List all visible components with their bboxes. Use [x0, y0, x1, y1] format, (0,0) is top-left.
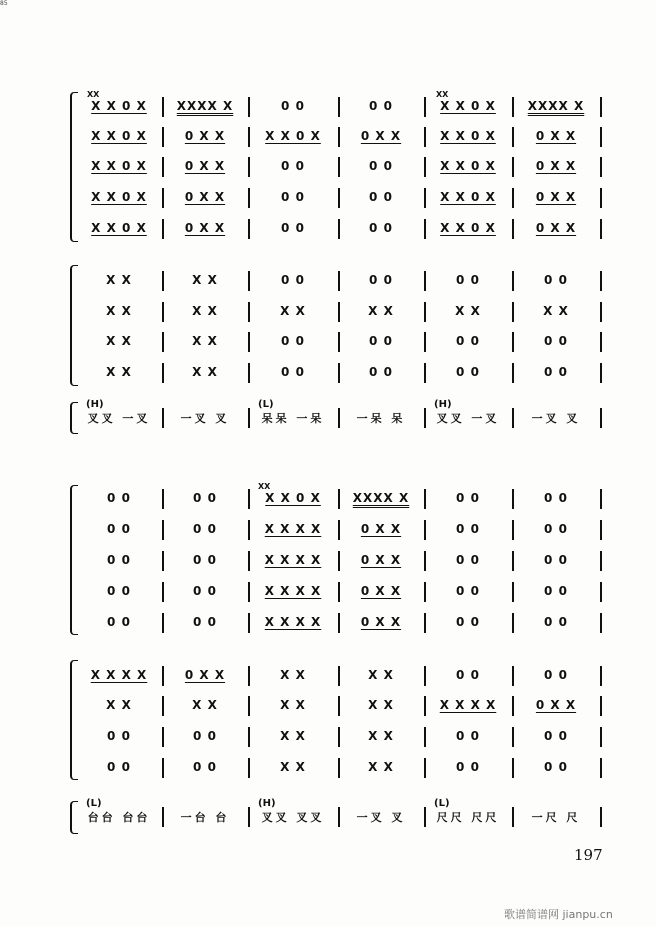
barline [512, 332, 514, 352]
measure-cell: 0 0 [281, 190, 305, 204]
barline [424, 302, 426, 322]
barline [162, 157, 164, 177]
percussion-cell: 0 0 [544, 334, 568, 348]
measure-cell: X X X X [264, 584, 322, 598]
barline [600, 157, 602, 177]
gong-cell: 尺尺 尺尺 [436, 811, 500, 824]
barline [162, 302, 164, 322]
barline [338, 332, 340, 352]
measure-cell: X X 0 X [265, 129, 321, 143]
measure-cell: 0 X X [360, 553, 402, 567]
barline [248, 363, 250, 383]
gong-cell: 呆呆 一呆 [261, 412, 325, 425]
measure-cell: 0 0 [369, 159, 393, 173]
percussion-cell: X X [368, 668, 394, 682]
barline [338, 302, 340, 322]
barline [248, 302, 250, 322]
gong-cell: 叉叉 叉叉 [261, 811, 325, 824]
gong-line-brace [70, 801, 78, 834]
barline [424, 363, 426, 383]
barline [600, 219, 602, 239]
barline [338, 727, 340, 747]
percussion-cell: 0 0 [456, 668, 480, 682]
barline [424, 271, 426, 291]
barline [600, 332, 602, 352]
barline [338, 219, 340, 239]
barline [162, 489, 164, 509]
gong-cell: 一台 台 [180, 811, 230, 824]
barline [600, 188, 602, 208]
barline [600, 408, 602, 428]
barline [338, 157, 340, 177]
measure-cell: XXXX X [352, 491, 410, 505]
barline [512, 727, 514, 747]
measure-cell: X X 0 X [440, 221, 496, 235]
tremolo-mark: XX [258, 482, 271, 491]
barline [600, 302, 602, 322]
dynamic-marking: (L) [258, 399, 274, 410]
barline [600, 489, 602, 509]
measure-cell: 0 X X [360, 522, 402, 536]
measure-cell: 0 0 [544, 522, 568, 536]
measure-cell: 0 0 [193, 615, 217, 629]
measure-cell: 0 X X [535, 221, 577, 235]
barline [162, 727, 164, 747]
percussion-cell: X X [368, 698, 394, 712]
barline [512, 582, 514, 602]
percussion-cell: 0 0 [281, 273, 305, 287]
barline [424, 97, 426, 117]
measure-cell: 0 X X [184, 159, 226, 173]
barline [512, 219, 514, 239]
barline [512, 157, 514, 177]
barline [600, 696, 602, 716]
percussion-cell: X X [106, 304, 132, 318]
barline [338, 807, 340, 827]
tremolo-mark: XX [87, 90, 100, 99]
barline [512, 551, 514, 571]
barline [338, 520, 340, 540]
percussion-cell: X X [106, 698, 132, 712]
dynamic-marking: (L) [434, 798, 450, 809]
percussion-cell: X X [368, 729, 394, 743]
barline [338, 696, 340, 716]
percussion-cell: 0 0 [456, 365, 480, 379]
barline [512, 696, 514, 716]
measure-cell: 0 X X [535, 190, 577, 204]
measure-cell: X X 0 X [440, 190, 496, 204]
watermark: 歌谱简谱网 jianpu.cn [504, 908, 613, 921]
measure-cell: X X 0 X [91, 190, 147, 204]
page-number: 197 [574, 846, 603, 864]
barline [162, 666, 164, 686]
measure-cell: 0 0 [281, 99, 305, 113]
measure-cell: 0 0 [107, 491, 131, 505]
percussion-cell: 0 0 [544, 760, 568, 774]
measure-cell: 0 0 [107, 553, 131, 567]
measure-cell: XXXX X [176, 99, 234, 113]
barline [248, 127, 250, 147]
barline [338, 489, 340, 509]
barline [248, 157, 250, 177]
measure-cell: 0 0 [456, 491, 480, 505]
barline [600, 727, 602, 747]
measure-cell: X X X X [264, 522, 322, 536]
measure-cell: X X 0 X [91, 159, 147, 173]
gong-cell: 叉叉 一叉 [87, 412, 151, 425]
measure-cell: 0 0 [544, 615, 568, 629]
barline [600, 363, 602, 383]
barline [248, 758, 250, 778]
measure-cell: X X 0 X [440, 129, 496, 143]
measure-cell: 0 0 [456, 522, 480, 536]
measure-cell: 0 0 [456, 615, 480, 629]
percussion-cell: X X [368, 760, 394, 774]
barline [424, 157, 426, 177]
barline [162, 408, 164, 428]
barline [424, 582, 426, 602]
barline [162, 127, 164, 147]
measure-cell: 0 0 [281, 159, 305, 173]
percussion-cell: X X [192, 304, 218, 318]
barline [600, 666, 602, 686]
measure-cell: 0 0 [369, 99, 393, 113]
barline [424, 613, 426, 633]
percussion-cell: X X [280, 304, 306, 318]
barline [338, 363, 340, 383]
percussion-cell: X X [368, 304, 394, 318]
measure-cell: XXXX X [527, 99, 585, 113]
barline [600, 613, 602, 633]
barline [248, 666, 250, 686]
barline [424, 489, 426, 509]
measure-cell: X X 0 X [91, 129, 147, 143]
percussion-cell: X X [192, 698, 218, 712]
percussion-cell: 0 0 [456, 273, 480, 287]
measure-cell: 0 0 [107, 615, 131, 629]
barline [424, 332, 426, 352]
measure-cell: 0 0 [369, 190, 393, 204]
barline [248, 807, 250, 827]
staff-group-brace [70, 92, 78, 242]
barline [248, 97, 250, 117]
percussion-cell: 0 0 [193, 729, 217, 743]
barline [512, 97, 514, 117]
percussion-cell: 0 0 [107, 760, 131, 774]
percussion-cell: 0 0 [369, 365, 393, 379]
barline [512, 666, 514, 686]
barline [162, 188, 164, 208]
barline [338, 666, 340, 686]
barline [338, 408, 340, 428]
barline [338, 188, 340, 208]
corner-mark: 85 [0, 0, 8, 7]
percussion-cell: X X [192, 273, 218, 287]
percussion-cell: X X X X [90, 668, 148, 682]
staff-group-brace [70, 485, 78, 635]
measure-cell: X X X X [264, 553, 322, 567]
gong-line-brace [70, 402, 78, 434]
barline [162, 271, 164, 291]
percussion-cell: 0 0 [544, 729, 568, 743]
barline [424, 188, 426, 208]
barline [338, 127, 340, 147]
barline [512, 489, 514, 509]
measure-cell: 0 X X [360, 129, 402, 143]
percussion-cell: 0 X X [184, 668, 226, 682]
barline [600, 127, 602, 147]
percussion-cell: 0 0 [193, 760, 217, 774]
barline [338, 613, 340, 633]
barline [424, 551, 426, 571]
measure-cell: X X 0 X [91, 99, 147, 113]
measure-cell: 0 0 [456, 553, 480, 567]
barline [600, 551, 602, 571]
barline [338, 551, 340, 571]
gong-cell: 一呆 呆 [356, 412, 406, 425]
percussion-cell: X X [280, 729, 306, 743]
barline [600, 758, 602, 778]
percussion-group-brace [70, 265, 78, 386]
barline [248, 613, 250, 633]
barline [600, 520, 602, 540]
barline [248, 551, 250, 571]
barline [162, 551, 164, 571]
barline [424, 758, 426, 778]
barline [424, 127, 426, 147]
barline [248, 408, 250, 428]
measure-cell: 0 0 [193, 553, 217, 567]
barline [248, 727, 250, 747]
percussion-cell: 0 0 [456, 760, 480, 774]
barline [248, 520, 250, 540]
barline [162, 520, 164, 540]
barline [424, 807, 426, 827]
barline [338, 582, 340, 602]
tremolo-mark: XX [436, 90, 449, 99]
gong-cell: 一尺 尺 [531, 811, 581, 824]
barline [162, 363, 164, 383]
percussion-cell: X X [280, 668, 306, 682]
measure-cell: 0 X X [360, 615, 402, 629]
percussion-cell: 0 0 [281, 334, 305, 348]
measure-cell: 0 0 [456, 584, 480, 598]
measure-cell: X X 0 X [91, 221, 147, 235]
barline [512, 271, 514, 291]
percussion-cell: 0 0 [369, 273, 393, 287]
barline [600, 582, 602, 602]
measure-cell: 0 0 [281, 221, 305, 235]
measure-cell: 0 X X [184, 221, 226, 235]
percussion-cell: 0 0 [369, 334, 393, 348]
measure-cell: 0 0 [193, 491, 217, 505]
measure-cell: 0 0 [193, 522, 217, 536]
percussion-cell: X X [106, 273, 132, 287]
measure-cell: X X X X [264, 615, 322, 629]
barline [162, 613, 164, 633]
barline [162, 332, 164, 352]
measure-cell: X X 0 X [440, 159, 496, 173]
gong-cell: 台台 台台 [87, 811, 151, 824]
barline [600, 271, 602, 291]
barline [248, 188, 250, 208]
percussion-cell: X X [280, 760, 306, 774]
barline [162, 696, 164, 716]
percussion-cell: X X [192, 334, 218, 348]
barline [512, 302, 514, 322]
measure-cell: 0 0 [544, 553, 568, 567]
measure-cell: 0 X X [535, 129, 577, 143]
gong-cell: 一叉 叉 [531, 412, 581, 425]
measure-cell: 0 0 [544, 491, 568, 505]
percussion-cell: 0 0 [544, 273, 568, 287]
barline [512, 807, 514, 827]
barline [512, 408, 514, 428]
percussion-cell: 0 0 [456, 334, 480, 348]
measure-cell: 0 X X [535, 159, 577, 173]
barline [162, 97, 164, 117]
percussion-group-brace [70, 660, 78, 780]
barline [162, 219, 164, 239]
barline [424, 408, 426, 428]
measure-cell: X X 0 X [440, 99, 496, 113]
barline [338, 271, 340, 291]
barline [162, 758, 164, 778]
barline [248, 489, 250, 509]
barline [424, 727, 426, 747]
measure-cell: 0 0 [193, 584, 217, 598]
barline [248, 332, 250, 352]
barline [248, 696, 250, 716]
barline [600, 97, 602, 117]
barline [162, 807, 164, 827]
barline [512, 363, 514, 383]
gong-cell: 一叉 叉 [356, 811, 406, 824]
barline [248, 271, 250, 291]
percussion-cell: X X [106, 365, 132, 379]
measure-cell: 0 X X [184, 190, 226, 204]
barline [248, 219, 250, 239]
gong-cell: 叉叉 一叉 [436, 412, 500, 425]
dynamic-marking: (H) [434, 399, 452, 410]
gong-cell: 一叉 叉 [180, 412, 230, 425]
barline [162, 582, 164, 602]
percussion-cell: 0 0 [544, 668, 568, 682]
dynamic-marking: (H) [86, 399, 104, 410]
barline [512, 188, 514, 208]
percussion-cell: X X [106, 334, 132, 348]
barline [512, 613, 514, 633]
measure-cell: 0 X X [360, 584, 402, 598]
barline [512, 127, 514, 147]
barline [424, 666, 426, 686]
percussion-cell: 0 0 [456, 729, 480, 743]
barline [424, 520, 426, 540]
measure-cell: 0 0 [107, 584, 131, 598]
barline [338, 97, 340, 117]
barline [424, 219, 426, 239]
percussion-cell: X X [455, 304, 481, 318]
dynamic-marking: (L) [86, 798, 102, 809]
barline [424, 696, 426, 716]
barline [248, 582, 250, 602]
dynamic-marking: (H) [258, 798, 276, 809]
measure-cell: 0 0 [369, 221, 393, 235]
percussion-cell: X X [543, 304, 569, 318]
barline [512, 520, 514, 540]
percussion-cell: X X [192, 365, 218, 379]
measure-cell: 0 0 [544, 584, 568, 598]
barline [338, 758, 340, 778]
measure-cell: 0 0 [107, 522, 131, 536]
barline [600, 807, 602, 827]
percussion-cell: 0 X X [535, 698, 577, 712]
percussion-cell: 0 0 [107, 729, 131, 743]
measure-cell: 0 X X [184, 129, 226, 143]
barline [512, 758, 514, 778]
percussion-cell: 0 0 [281, 365, 305, 379]
percussion-cell: 0 0 [544, 365, 568, 379]
measure-cell: X X 0 X [265, 491, 321, 505]
percussion-cell: X X X X [439, 698, 497, 712]
percussion-cell: X X [280, 698, 306, 712]
